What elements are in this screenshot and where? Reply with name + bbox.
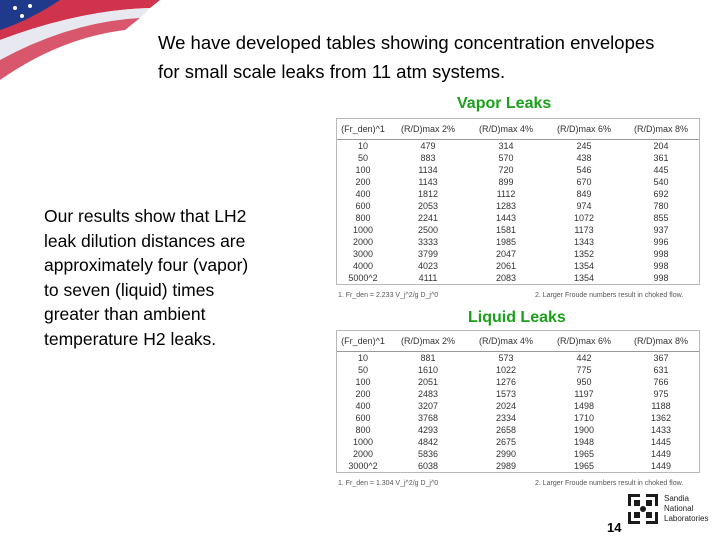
body-text [44,204,294,351]
table-row [337,448,699,460]
table-cell: 1900 [573,425,595,435]
vapor-heading: Vapor Leaks [457,95,552,112]
table-cell: 670 [576,177,592,187]
table-cell: 6038 [417,461,439,471]
logo-line-2: National [664,504,694,513]
column-header: (R/D)max 4% [478,124,533,134]
table-row [337,176,699,188]
table-row [337,236,699,248]
column-header: (R/D)max 8% [633,336,688,346]
table-cell: 438 [576,153,592,163]
column-header: (R/D)max 2% [400,124,455,134]
table-row [337,272,699,284]
table-cell: 5836 [417,449,439,459]
table-cell: 245 [576,141,592,151]
table-cell: 2053 [417,201,439,211]
table-cell: 1445 [650,437,672,447]
column-header: (Fr_den)^1 [341,336,385,346]
slide-title [158,28,708,86]
table-cell: 479 [420,141,436,151]
table-cell: 4293 [417,425,439,435]
table-cell: 600 [355,413,371,423]
table-cell: 1188 [651,401,671,411]
body-line: to seven (liquid) times [44,279,215,300]
table-row [337,248,699,260]
table-cell: 3768 [417,413,439,423]
table-cell: 950 [576,377,592,387]
table-cell: 1354 [573,273,595,283]
table-row [337,400,699,412]
table-cell: 10 [357,353,368,363]
table-cell: 2500 [417,225,439,235]
table-cell: 975 [653,389,669,399]
column-header: (R/D)max 4% [478,336,533,346]
table-cell: 998 [653,249,669,259]
table-cell: 996 [653,237,669,247]
table-cell: 998 [653,261,669,271]
table-header-row [337,119,699,140]
table-cell: 1610 [417,365,439,375]
table-cell: 3000^2 [348,461,378,471]
table-cell: 1710 [573,413,595,423]
liquid-heading: Liquid Leaks [468,309,566,326]
body-line: temperature H2 leaks. [44,328,217,349]
table-row [337,412,699,424]
table-cell: 1354 [573,261,595,271]
table-row [337,364,699,376]
table-cell: 1362 [650,413,672,423]
table-cell: 3000 [352,249,374,259]
table-cell: 720 [498,165,514,175]
logo-line-1: Sandia [664,494,689,503]
table-cell: 1112 [496,189,516,199]
table-cell: 445 [653,165,669,175]
table-cell: 1000 [352,437,374,447]
table-row [337,140,699,152]
vapor-footnote-2: 2. Larger Froude numbers result in choked flow. [535,292,684,299]
table-cell: 1433 [650,425,672,435]
table-cell: 367 [653,353,669,363]
table-cell: 2334 [495,413,517,423]
table-cell: 1072 [573,213,595,223]
table-cell: 50 [357,365,368,375]
table-cell: 2000 [352,237,374,247]
vapor-footnote-1: 1. Fr_den = 2.233 V_j^2/g D_j^0 [338,292,439,299]
table-cell: 1581 [495,225,517,235]
table-cell: 1173 [574,225,594,235]
column-header: (R/D)max 6% [556,124,611,134]
table-cell: 2989 [495,461,517,471]
table-cell: 4842 [417,437,439,447]
table-cell: 1022 [495,365,517,375]
table-cell: 546 [576,165,592,175]
table-cell: 2083 [495,273,517,283]
table-row [337,152,699,164]
table-cell: 1965 [573,449,595,459]
table-cell: 5000^2 [348,273,378,283]
table-cell: 899 [498,177,514,187]
flag-banner-graphic [0,0,160,90]
body-line: Our results show that LH2 [44,206,247,226]
table-cell: 1449 [650,461,672,471]
table-cell: 1443 [495,213,517,223]
table-cell: 1985 [495,237,517,247]
table-row [337,352,699,364]
table-cell: 540 [653,177,669,187]
table-cell: 2675 [495,437,517,447]
body-line: greater than ambient [44,304,206,324]
table-cell: 200 [355,389,371,399]
table-header-row [337,331,699,352]
table-cell: 204 [653,141,669,151]
table-row [337,424,699,436]
table-cell: 1573 [495,389,517,399]
column-header: (Fr_den)^1 [341,124,385,134]
table-cell: 2241 [417,213,439,223]
logo-line-3: Laboratories [664,514,709,523]
table-row [337,212,699,224]
table-row [337,376,699,388]
table-cell: 1143 [418,177,438,187]
table-cell: 10 [357,141,368,151]
table-cell: 1134 [418,165,438,175]
table-cell: 3799 [417,249,439,259]
table-cell: 361 [653,153,669,163]
table-cell: 1449 [650,449,672,459]
column-header: (R/D)max 6% [556,336,611,346]
table-cell: 692 [653,189,669,199]
liquid-footnote-1: 1. Fr_den = 1.304 V_j^2/g D_j^0 [338,480,439,487]
table-row [337,260,699,272]
table-cell: 400 [355,189,371,199]
table-cell: 800 [355,425,371,435]
table-cell: 1352 [573,249,595,259]
vapor-table [336,118,700,285]
table-cell: 573 [498,353,514,363]
title-line-2: for small scale leaks from 11 atm systems. [158,61,506,82]
table-row [337,224,699,236]
liquid-table [336,330,700,473]
table-row [337,436,699,448]
table-cell: 1283 [495,201,517,211]
table-cell: 2658 [495,425,517,435]
table-cell: 4023 [417,261,439,271]
table-cell: 937 [653,225,669,235]
table-cell: 2000 [352,449,374,459]
liquid-footnote-2: 2. Larger Froude numbers result in choked flow. [535,480,684,487]
table-cell: 775 [576,365,592,375]
table-cell: 1276 [495,377,517,387]
table-cell: 766 [653,377,669,387]
table-cell: 4000 [352,261,374,271]
table-cell: 400 [355,401,371,411]
table-cell: 314 [498,141,514,151]
table-row [337,188,699,200]
table-cell: 3333 [417,237,439,247]
table-cell: 100 [355,165,371,175]
sandia-logo-icon [628,494,658,524]
table-cell: 2047 [495,249,517,259]
table-cell: 200 [355,177,371,187]
table-cell: 1498 [573,401,595,411]
table-cell: 800 [355,213,371,223]
table-cell: 974 [576,201,592,211]
table-cell: 1000 [352,225,374,235]
table-cell: 855 [653,213,669,223]
table-cell: 998 [653,273,669,283]
table-cell: 1965 [573,461,595,471]
table-cell: 1197 [574,389,594,399]
page-number: 14 [607,520,622,535]
table-cell: 600 [355,201,371,211]
body-line: approximately four (vapor) [44,255,249,275]
table-cell: 50 [357,153,368,163]
table-cell: 1948 [573,437,595,447]
title-line-1: We have developed tables showing concentration envelopes [158,32,655,53]
table-cell: 780 [653,201,669,211]
table-cell: 1812 [417,189,439,199]
table-cell: 570 [498,153,514,163]
table-cell: 4111 [418,273,438,283]
table-cell: 442 [576,353,592,363]
table-cell: 3207 [417,401,439,411]
table-cell: 2051 [417,377,439,387]
table-row [337,460,699,472]
table-cell: 100 [355,377,371,387]
table-cell: 2024 [495,401,517,411]
column-header: (R/D)max 8% [633,124,688,134]
table-cell: 881 [420,353,436,363]
table-cell: 2990 [495,449,517,459]
table-cell: 631 [653,365,669,375]
sandia-logo-text [664,494,708,524]
table-cell: 849 [576,189,592,199]
table-cell: 2483 [417,389,439,399]
table-cell: 1343 [573,237,595,247]
table-row [337,388,699,400]
table-cell: 883 [420,153,436,163]
table-cell: 2061 [495,261,517,271]
table-row [337,164,699,176]
table-row [337,200,699,212]
column-header: (R/D)max 2% [400,336,455,346]
body-line: leak dilution distances are [44,230,246,251]
